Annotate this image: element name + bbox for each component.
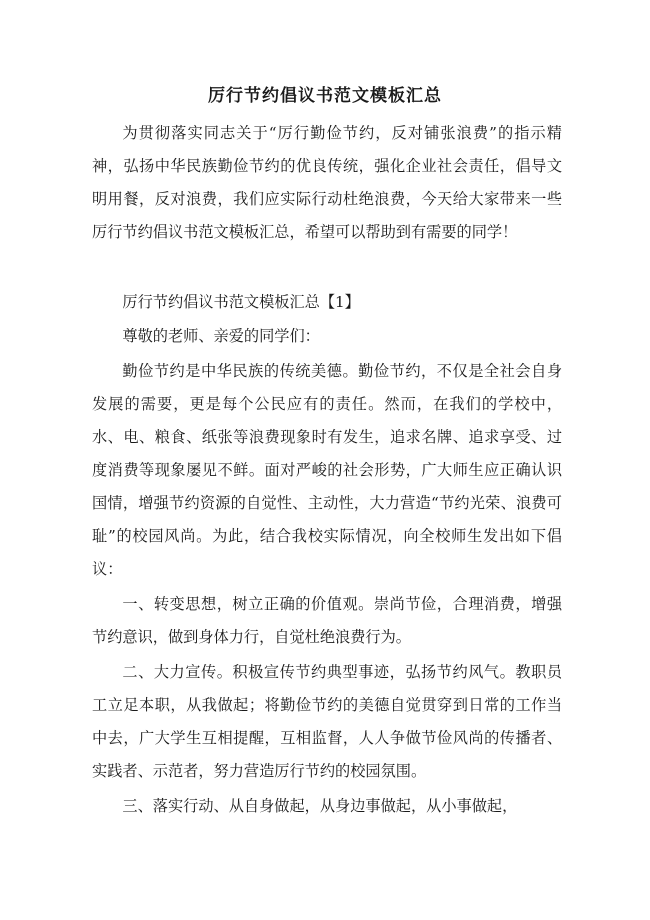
main-paragraph <box>92 355 562 586</box>
proposal-item-1-text: 一、转变思想，树立正确的价值观。崇尚节俭，合理消费，增强节约意识，做到身体力行，自觉杜绝浪费行为。 <box>92 595 562 646</box>
section-heading <box>92 286 562 319</box>
proposal-item-3-text: 三、落实行动、从自身做起，从身边事做起，从小事做起， <box>122 797 518 815</box>
salutation <box>92 320 562 353</box>
main-paragraph-text: 勤俭节约是中华民族的传统美德。勤俭节约，不仅是全社会自身发展的需要，更是每个公民应有的责任。然而，在我们的学校中，水、电、粮食、纸张等浪费现象时有发生，追求名牌、追求享受、过度消费等现象屡见不鲜。面对严峻的社会形势，广大师生应正确认识国情，增强节约资源的自觉性、主动性，大力营造“节约光荣、浪费可耻”的校园风尚。为此，结合我校实际情况，向全校师生发出如下倡议： <box>92 362 562 578</box>
proposal-item-3 <box>92 790 562 823</box>
document-title: 厉行节约倡议书范文模板汇总 <box>208 86 442 106</box>
proposal-item-2-text: 二、大力宣传。积极宣传节约典型事迹，弘扬节约风气。教职员工立足本职，从我做起；将勤俭节约的美德自觉贯穿到日常的工作当中去，广大学生互相提醒，互相监督，人人争做节俭风尚的传播者、实践者、示范者，努力营造厉行节约的校园氛围。 <box>92 663 562 780</box>
proposal-item-1 <box>92 588 562 654</box>
proposal-item-2 <box>92 656 562 788</box>
section-heading-text: 厉行节约倡议书范文模板汇总【1】 <box>122 293 360 311</box>
intro-text: 为贯彻落实同志关于“厉行勤俭节约，反对铺张浪费”的指示精神，弘扬中华民族勤俭节约的优良传统，强化企业社会责任，倡导文明用餐，反对浪费，我们应实际行动杜绝浪费，今天给大家带来一些厉行节约倡议书范文模板汇总，希望可以帮助到有需要的同学！ <box>92 124 562 241</box>
salutation-text: 尊敬的老师、亲爱的同学们： <box>122 327 320 345</box>
intro-paragraph <box>92 117 562 249</box>
